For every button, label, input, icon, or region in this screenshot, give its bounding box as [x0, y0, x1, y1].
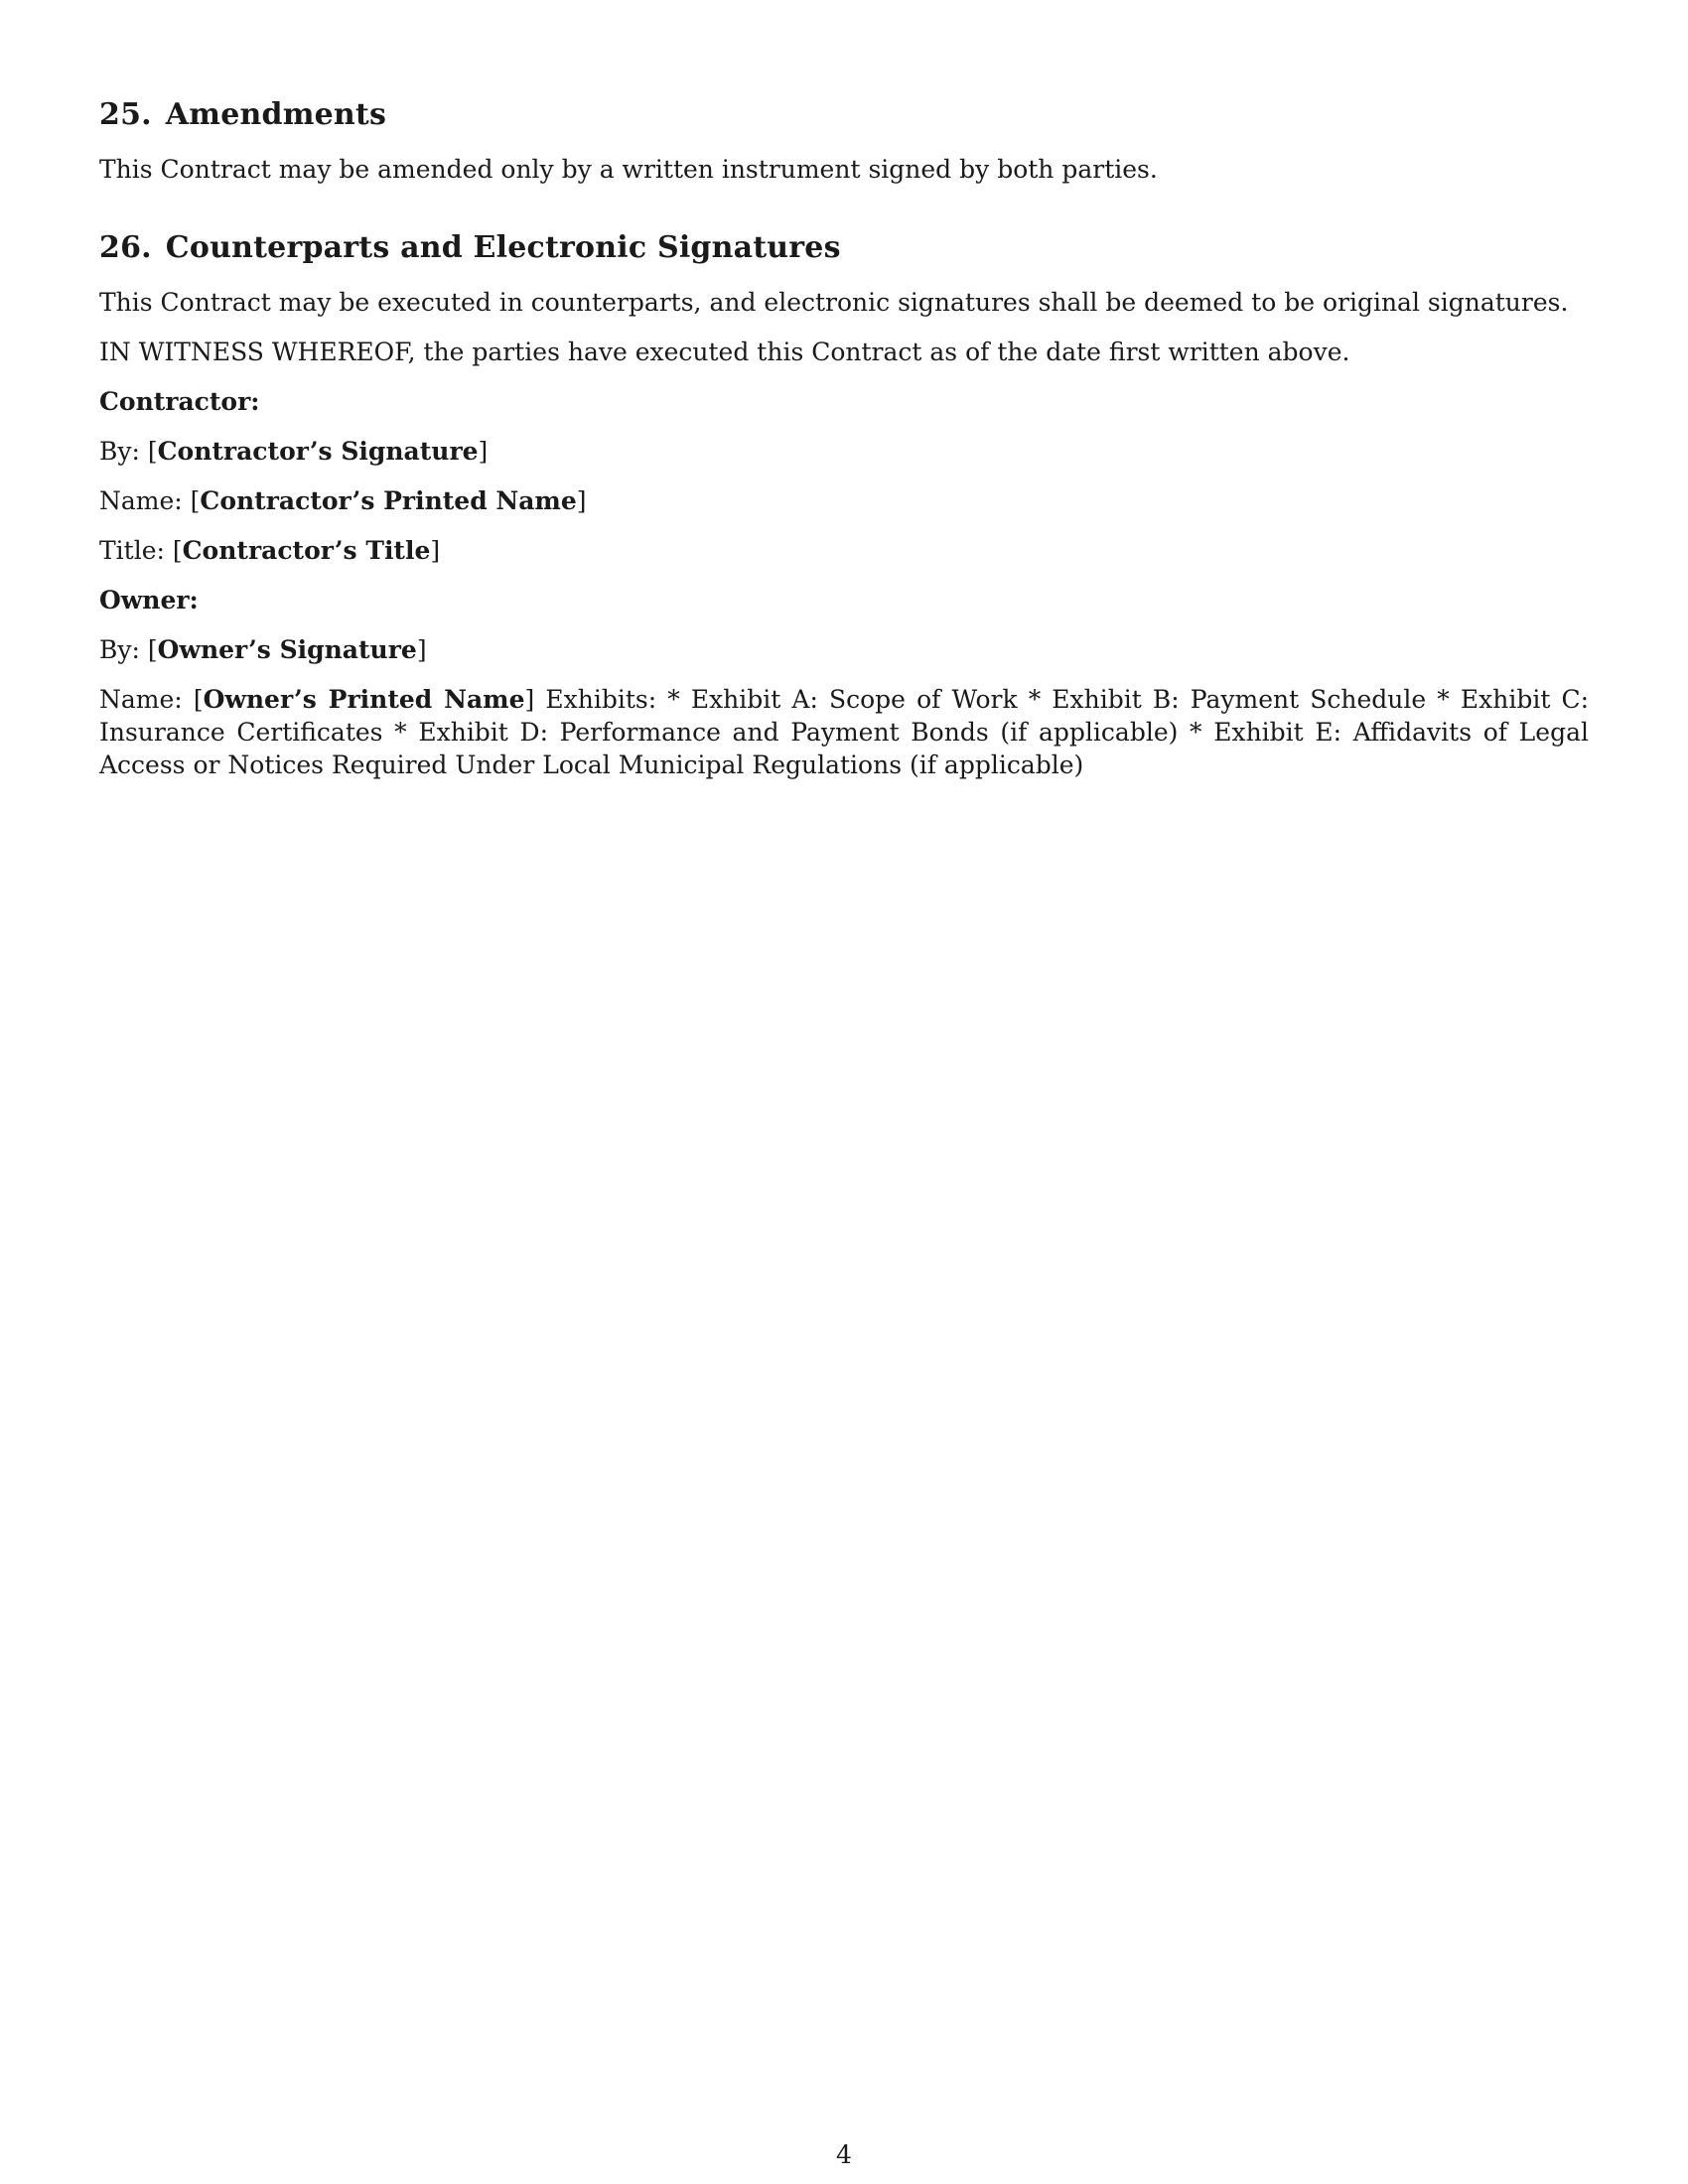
owner-signature-placeholder: Owner’s Signature	[157, 635, 417, 664]
contractor-title-line: Title: [Contractor’s Title]	[99, 536, 441, 565]
contractor-name-placeholder: Contractor’s Printed Name	[200, 486, 577, 515]
contractor-heading: Contractor:	[99, 387, 260, 416]
owner-name-placeholder: Owner’s Printed Name	[203, 685, 525, 714]
section-spacer	[99, 203, 1589, 228]
section-heading-26	[99, 228, 1589, 268]
contractor-by-line: By: [Contractor’s Signature]	[99, 437, 489, 466]
by-label: By:	[99, 635, 148, 664]
owner-name-and-exhibits: Name: [Owner’s Printed Name] Exhibits: * Exhibit A: Scope of Work * Exhibit B: Payment Schedule * Exhibit C: Insurance Certificates * Exhibit D: Performance and Payment Bonds (if applicable) * Exhibit E: Affidavits of Legal Access or Notices Required Under Local Municipal Regulations (if applicable)	[99, 685, 1590, 779]
section-heading-25	[99, 95, 1589, 135]
owner-by-line: By: [Owner’s Signature]	[99, 635, 427, 664]
name-label: Name:	[99, 685, 194, 714]
witness-statement: IN WITNESS WHEREOF, the parties have executed this Contract as of the date first written above.	[99, 338, 1350, 366]
section-title: Counterparts and Electronic Signatures	[165, 230, 841, 265]
section-number: 25.	[99, 97, 152, 132]
section-body-counterparts: This Contract may be executed in counterparts, and electronic signatures shall be deemed to be original signatures.	[99, 288, 1569, 317]
document-page	[99, 95, 1589, 798]
contractor-signature-placeholder: Contractor’s Signature	[157, 437, 479, 466]
contractor-title-placeholder: Contractor’s Title	[182, 536, 431, 565]
section-body-amendments: This Contract may be amended only by a written instrument signed by both parties.	[99, 155, 1158, 184]
name-label: Name:	[99, 486, 191, 515]
title-label: Title:	[99, 536, 173, 565]
owner-heading: Owner:	[99, 586, 199, 614]
exhibits-list: Exhibits: * Exhibit A: Scope of Work * Exhibit B: Payment Schedule * Exhibit C: Insurance Certificates * Exhibit D: Performance and Payment Bonds (if applicable) * Exhibit E: Affidavits of Legal Access or Notices Required Under Local Municipal Regulations (if applicable)	[99, 685, 1590, 779]
section-number: 26.	[99, 230, 152, 265]
contractor-name-line: Name: [Contractor’s Printed Name]	[99, 486, 587, 515]
section-title: Amendments	[165, 97, 387, 132]
by-label: By:	[99, 437, 148, 466]
page-number: 4	[836, 2140, 852, 2169]
